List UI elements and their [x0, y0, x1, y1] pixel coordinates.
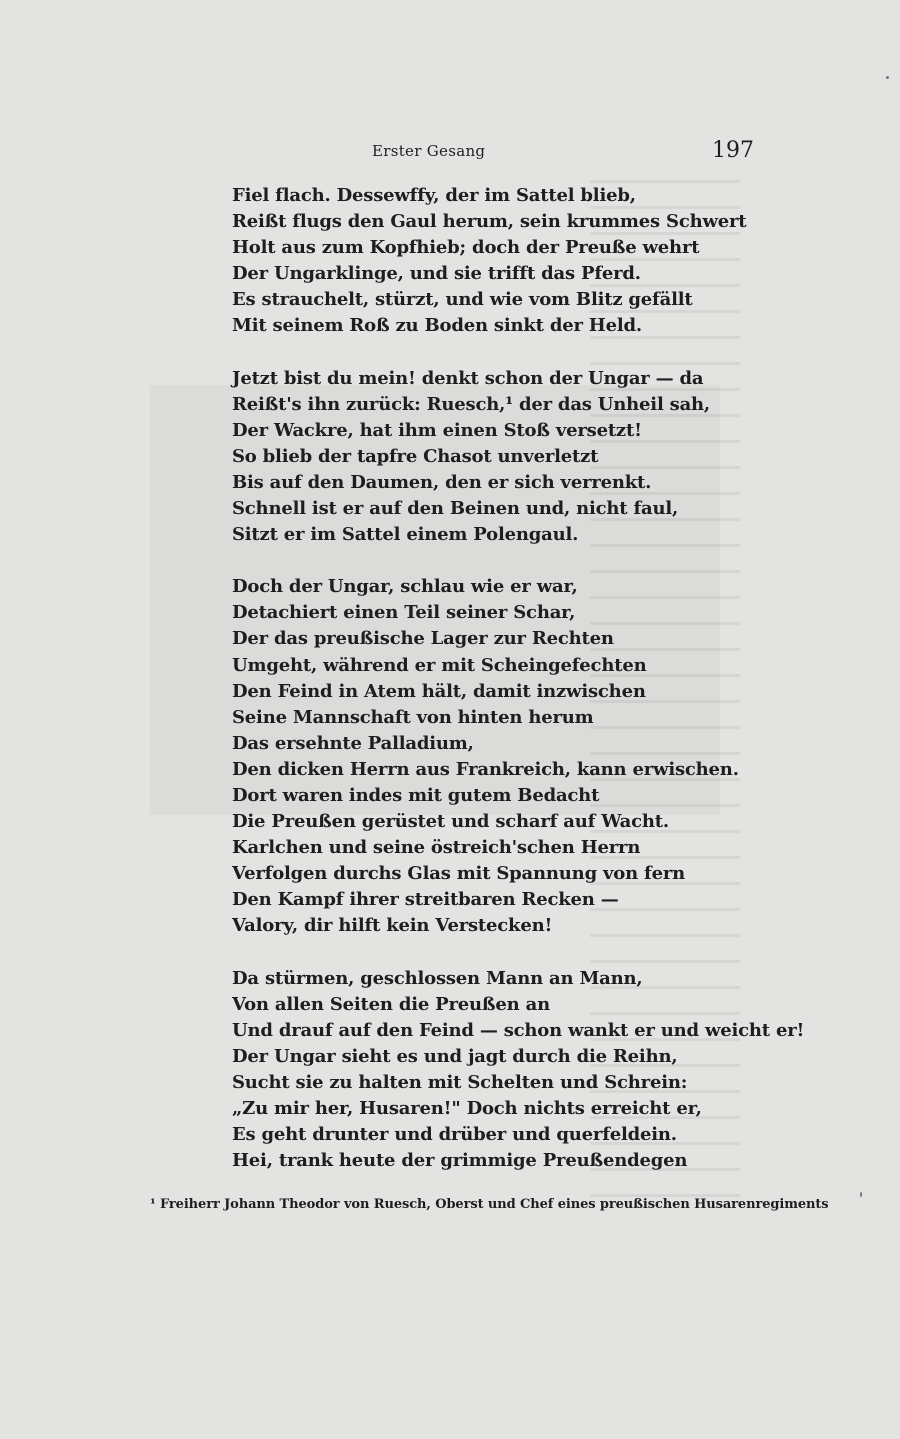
- verse-line: Doch der Ungar, schlau wie er war,: [232, 576, 578, 598]
- verse-line: Es geht drunter und drüber und querfeldein.: [232, 1124, 677, 1146]
- verse-line: Valory, dir hilft kein Verstecken!: [232, 915, 553, 937]
- verse-line: Die Preußen gerüstet und scharf auf Wacht.: [232, 811, 669, 833]
- poem-body: [232, 183, 805, 1200]
- paper-speck: [860, 1192, 862, 1197]
- verse-line: Karlchen und seine östreich'schen Herrn: [232, 837, 641, 859]
- verse-line: Es strauchelt, stürzt, und wie vom Blitz gefällt: [232, 289, 693, 311]
- page-number: 197: [712, 138, 754, 163]
- verse-line: Bis auf den Daumen, den er sich verrenkt.: [232, 471, 652, 493]
- verse-line: Umgeht, während er mit Scheingefechten: [232, 654, 647, 676]
- verse-line: Der Ungar sieht es und jagt durch die Reihn,: [232, 1045, 678, 1067]
- running-head: Erster Gesang: [372, 142, 486, 160]
- verse-line: Schnell ist er auf den Beinen und, nicht faul,: [232, 498, 679, 520]
- verse-line: „Zu mir her, Husaren!" Doch nichts erreicht er,: [232, 1098, 702, 1119]
- verse-line: Reißt flugs den Gaul herum, sein krummes Schwert: [232, 211, 747, 233]
- verse-line: Detachiert einen Teil seiner Schar,: [232, 602, 576, 624]
- verse-line: Hei, trank heute der grimmige Preußendegen: [232, 1150, 688, 1172]
- verse-line: Den Feind in Atem hält, damit inzwischen: [232, 680, 646, 702]
- verse-line: Reißt's ihn zurück: Ruesch,¹ der das Unheil sah,: [232, 393, 710, 415]
- verse-line: Und drauf auf den Feind — schon wankt er und weicht er!: [232, 1019, 805, 1041]
- footnote: ¹ Freiherr Johann Theodor von Ruesch, Oberst und Chef eines preußischen Husarenregiments: [150, 1197, 829, 1212]
- verse-line: Sitzt er im Sattel einem Polengaul.: [232, 524, 579, 546]
- verse-line: Sucht sie zu halten mit Schelten und Schrein:: [232, 1071, 688, 1093]
- verse-line: Mit seinem Roß zu Boden sinkt der Held.: [232, 315, 642, 337]
- verse-line: Der das preußische Lager zur Rechten: [232, 628, 614, 650]
- stanza: [232, 366, 732, 549]
- verse-line: Seine Mannschaft von hinten herum: [232, 706, 594, 728]
- verse-line: Da stürmen, geschlossen Mann an Mann,: [232, 967, 643, 989]
- verse-line: Fiel flach. Dessewffy, der im Sattel blieb,: [232, 185, 636, 206]
- stanza: [232, 966, 805, 1175]
- verse-line: So blieb der tapfre Chasot unverletzt: [232, 445, 599, 467]
- verse-line: Holt aus zum Kopfhieb; doch der Preuße wehrt: [232, 237, 700, 259]
- verse-line: Von allen Seiten die Preußen an: [232, 993, 550, 1015]
- verse-line: Der Wackre, hat ihm einen Stoß versetzt!: [232, 419, 642, 441]
- verse-line: Der Ungarklinge, und sie trifft das Pferd.: [232, 263, 641, 285]
- verse-line: Das ersehnte Palladium,: [232, 732, 474, 754]
- verse-line: Den Kampf ihrer streitbaren Recken —: [232, 889, 619, 911]
- stanza: [232, 183, 747, 340]
- verse-line: Den dicken Herrn aus Frankreich, kann erwischen.: [232, 758, 739, 780]
- stanza: [232, 574, 739, 939]
- paper-speck: [886, 76, 889, 79]
- verse-line: Dort waren indes mit gutem Bedacht: [232, 784, 600, 806]
- verse-line: Jetzt bist du mein! denkt schon der Ungar — da: [232, 367, 704, 389]
- verse-line: Verfolgen durchs Glas mit Spannung von fern: [232, 863, 686, 885]
